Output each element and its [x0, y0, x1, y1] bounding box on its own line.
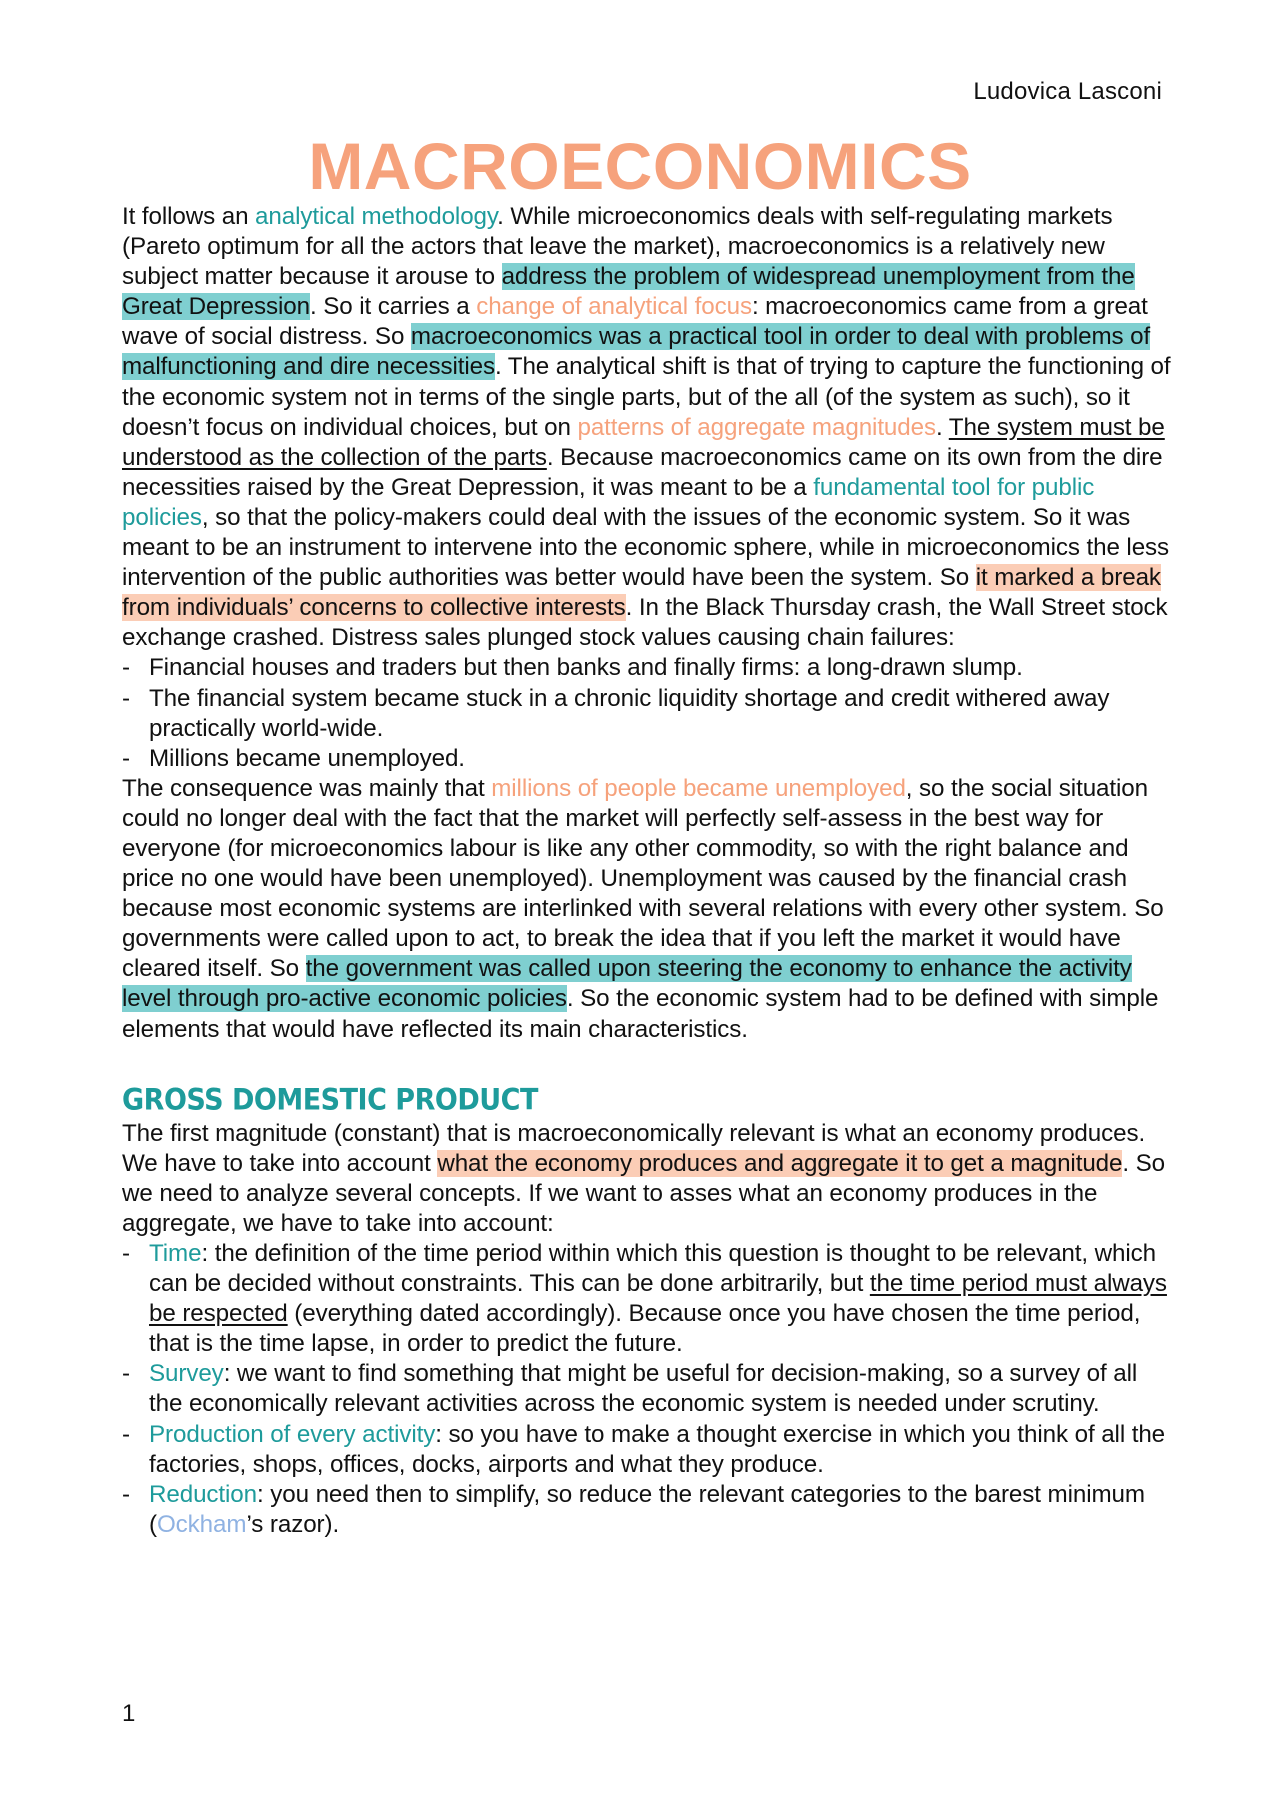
intro-paragraph: [122, 202, 1172, 653]
list-item-reduction: [149, 1480, 1172, 1540]
teal-highlight: the government was called upon steering the economy to enhance the activity level through pro-active economic policies: [122, 955, 1132, 1013]
text: . So we need to analyze several concepts. If we want to asses what an economy produces in the aggregate, we have to take into account:: [122, 1149, 1166, 1237]
underlined-text: The system must be understood as the collection of the parts: [122, 413, 1165, 471]
text: . The analytical shift is that of trying to capture the functioning of the economic system not in terms of the single parts, but of the all (of the system as such), so it doesn’t focus on individual choices, but on: [122, 353, 1171, 441]
peach-highlight: it marked a break from individuals’ concerns to collective interests: [122, 564, 1161, 622]
text: .: [935, 413, 949, 441]
author-name: Ludovica Lasconi: [973, 78, 1162, 105]
text: (everything dated accordingly). Because once you have chosen the time period, that is the time lapse, in order to predict the future.: [149, 1300, 1141, 1358]
key-term: fundamental tool for public policies: [122, 473, 1095, 531]
section-heading-gdp: GROSS DOMESTIC PRODUCT: [122, 1083, 538, 1117]
underlined-text: the time period must always be respected: [149, 1270, 1167, 1328]
list-item-time: [149, 1239, 1172, 1359]
key-term: Time: [149, 1240, 202, 1267]
key-term: analytical methodology: [255, 203, 498, 230]
teal-highlight: address the problem of widespread unemployment from the Great Depression: [122, 263, 1135, 321]
text: . So it carries a: [309, 293, 477, 321]
list-item-production: [149, 1420, 1172, 1480]
text: . So the economic system had to be defined with simple elements that would have reflected its main characteristics.: [122, 985, 1159, 1043]
gdp-paragraph: [122, 1119, 1172, 1239]
key-term: Reduction: [149, 1480, 258, 1508]
text: The first magnitude (constant) that is macroeconomically relevant is what an economy produces. We have to take into account: [122, 1119, 1146, 1177]
text: . Because macroeconomics came on its own from the dire necessities raised by the Great Depression, it was meant to be a: [122, 443, 1163, 501]
text: : the definition of the time period within which this question is thought to be relevant, which can be decided without constraints. This can be done arbitrarily, but: [149, 1240, 1156, 1298]
key-term: patterns of aggregate magnitudes: [577, 413, 936, 441]
list-item: - The financial system became stuck in a chronic liquidity shortage and credit withered away practically world-wide.: [149, 684, 1172, 744]
page-number: 1: [122, 1700, 136, 1727]
key-term: change of analytical focus: [476, 293, 752, 321]
text: The consequence was mainly that: [122, 774, 492, 802]
text: . In the Black Thursday crash, the Wall Street stock exchange crashed. Distress sales plunged stock values causing chain failures:: [122, 594, 1168, 652]
document-body: [122, 202, 1172, 1540]
peach-highlight: what the economy produces and aggregate it to get a magnitude: [437, 1149, 1123, 1177]
teal-highlight: macroeconomics was a practical tool in order to deal with problems of malfunctioning and dire necessities: [122, 323, 1151, 381]
list-item-survey: [149, 1359, 1172, 1419]
key-term: millions of people became unemployed: [491, 774, 906, 802]
page-title: MACROECONOMICS: [308, 129, 972, 203]
text: . While microeconomics deals with self-regulating markets (Pareto optimum for all the actors that leave the market), macroeconomics is a relatively new subject matter because it arouse to: [122, 203, 1113, 291]
text: : macroeconomics came from a great wave of social distress. So: [122, 293, 1148, 351]
text: : you need then to simplify, so reduce the relevant categories to the barest minimum (: [149, 1480, 1145, 1538]
gdp-concepts-list: [122, 1239, 1172, 1540]
text: , so the social situation could no longer deal with the fact that the market will perfectly self-assess in the best way for everyone (for microeconomics labour is like any other commodity, so with the right balance and price no one would have been unemployed). Unemployment was caused by the financial crash because most economic systems are interlinked with several relations with every other system. So governments were called upon to act, to break the idea that if you left the market it would have cleared itself. So: [122, 774, 1164, 983]
text: It follows an: [122, 203, 256, 230]
list-item: - Financial houses and traders but then banks and finally firms: a long-drawn slump.: [149, 653, 1172, 683]
list-item: - Millions became unemployed.: [149, 744, 1172, 774]
person-name: Ockham: [156, 1510, 247, 1538]
text: ’s razor).: [246, 1510, 340, 1538]
key-term: Survey: [149, 1360, 224, 1388]
key-term: Production of every activity: [149, 1420, 436, 1448]
text: : we want to find something that might be useful for decision-making, so a survey of all the economically relevant activities across the economic system is needed under scrutiny.: [149, 1360, 1138, 1418]
consequence-paragraph: [122, 774, 1172, 1045]
text: : so you have to make a thought exercise in which you think of all the factories, shops, offices, docks, airports and what they produce.: [149, 1420, 1166, 1478]
crash-effects-list: [122, 653, 1172, 773]
text: , so that the policy-makers could deal with the issues of the economic system. So it was meant to be an instrument to intervene into the economic sphere, while in microeconomics the less intervention of the public authorities was better would have been the system. So: [122, 503, 1170, 592]
